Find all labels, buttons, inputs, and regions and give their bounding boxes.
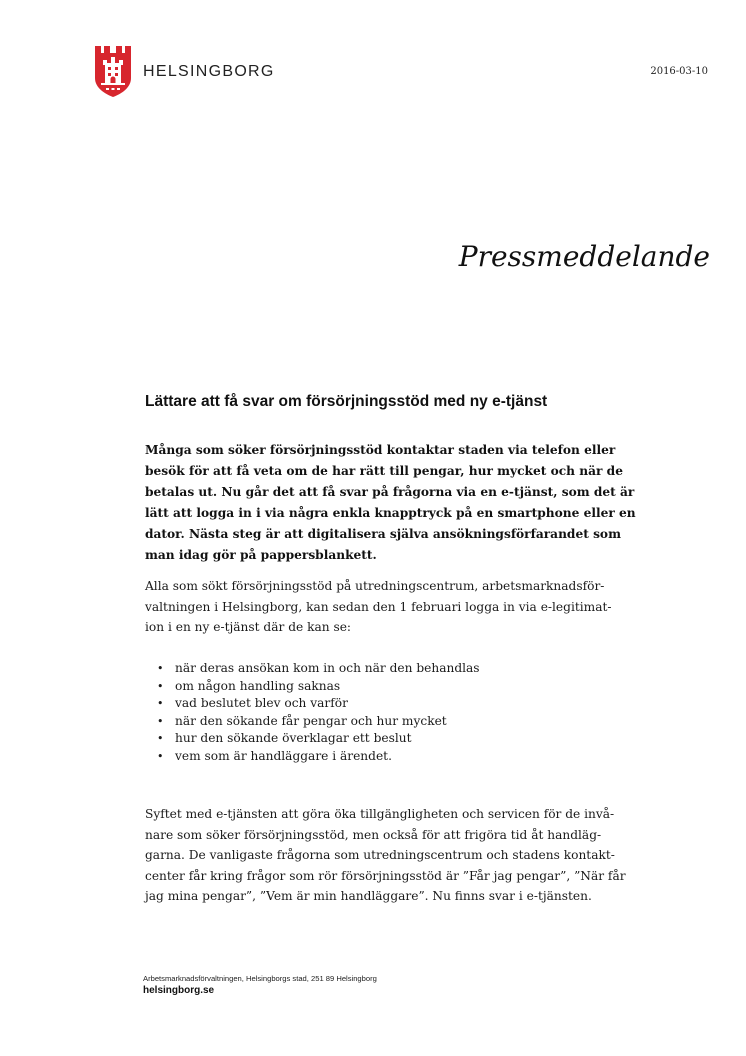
paragraph-line: nare som söker försörjningsstöd, men också för att frigöra tid åt handläg- <box>145 827 602 842</box>
document-date: 2016-03-10 <box>650 66 708 77</box>
paragraph-line: garna. De vanligaste frågorna som utredningscentrum och stadens kontakt- <box>145 848 615 862</box>
body-paragraph-2 <box>145 804 665 907</box>
paragraph-line: valtningen i Helsingborg, kan sedan den 1 februari logga in via e-legitimat- <box>145 599 612 614</box>
lead-paragraph <box>145 440 665 566</box>
paragraph-line: Syftet med e-tjänsten att göra öka tillgängligheten och servicen för de invå- <box>145 807 615 821</box>
paragraph-line: jag mina pengar”, ”Vem är min handläggare”. Nu finns svar i e-tjänsten. <box>145 889 592 903</box>
lead-line: man idag gör på pappersblankett. <box>145 548 377 562</box>
paragraph-line: Alla som sökt försörjningsstöd på utredningscentrum, arbetsmarknadsför- <box>145 579 605 593</box>
brand-name: HELSINGBORG <box>143 63 275 80</box>
press-release-headline: Lättare att få svar om försörjningsstöd med ny e-tjänst <box>145 393 548 410</box>
lead-line: betalas ut. Nu går det att få svar på frågorna via en e-tjänst, som det är <box>145 485 635 499</box>
bullet-item: • hur den sökande överklagar ett beslut <box>145 730 645 748</box>
bullet-item: • om någon handling saknas <box>145 678 645 696</box>
paragraph-line: ion i en ny e-tjänst där de kan se: <box>145 620 352 634</box>
footer-address: Arbetsmarknadsförvaltningen, Helsingborgs stad, 251 89 Helsingborg <box>143 974 377 983</box>
bullet-item: • vad beslutet blev och varför <box>145 695 645 713</box>
footer-website-link[interactable]: helsingborg.se <box>143 985 215 996</box>
body-paragraph-1 <box>145 576 665 638</box>
document-type-title: Pressmeddelande <box>458 240 710 273</box>
lead-line: Många som söker försörjningsstöd kontaktar staden via telefon eller <box>145 443 616 457</box>
helsingborg-logo-icon <box>93 44 133 98</box>
lead-line: dator. Nästa steg är att digitalisera själva ansökningsförfarandet som <box>145 527 621 541</box>
bullet-item: • vem som är handläggare i ärendet. <box>145 748 645 766</box>
feature-bullet-list <box>145 660 645 766</box>
lead-line: besök för att få veta om de har rätt till pengar, hur mycket och när de <box>145 464 623 478</box>
bullet-item: • när deras ansökan kom in och när den behandlas <box>145 660 645 678</box>
lead-line: lätt att logga in i via några enkla knapptryck på en smartphone eller en <box>145 506 636 520</box>
paragraph-line: center får kring frågor som rör försörjningsstöd är ”Får jag pengar”, ”När får <box>145 868 626 883</box>
bullet-item: • när den sökande får pengar och hur mycket <box>145 713 645 731</box>
